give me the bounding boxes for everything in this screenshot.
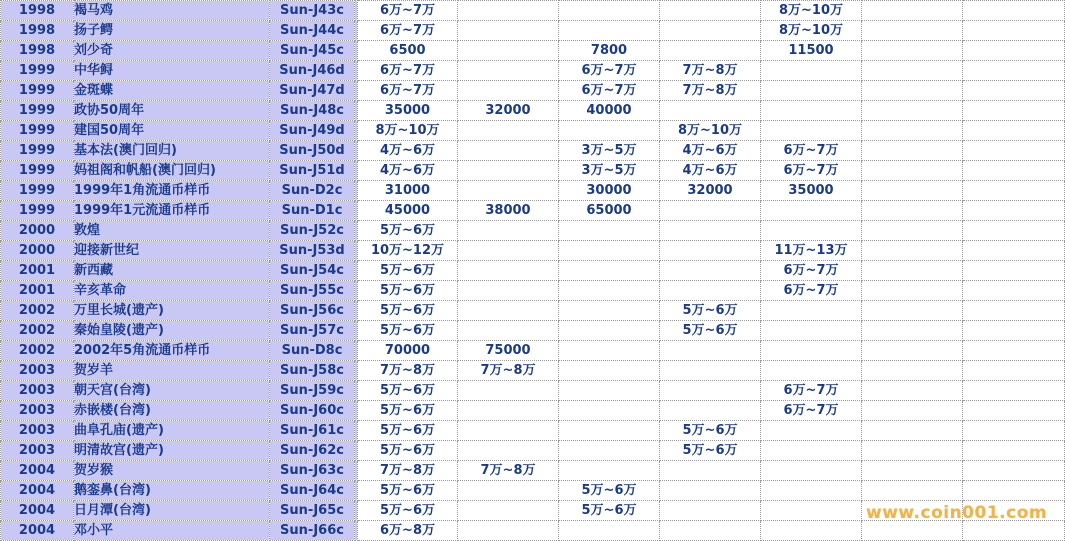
price-cell: [559, 401, 660, 421]
price-cell: [559, 361, 660, 381]
coin-name-cell: 1999年1角流通币样币: [74, 181, 270, 201]
year-cell: 2001: [1, 261, 74, 281]
price-cell: [660, 341, 761, 361]
empty-cell: [862, 321, 963, 341]
coin-name-cell: 扬子鳄: [74, 21, 270, 41]
table-row: [1, 61, 1065, 81]
year-cell: 2002: [1, 341, 74, 361]
table-row: [1, 281, 1065, 301]
year-cell: 2003: [1, 401, 74, 421]
price-cell: 11万~13万: [761, 241, 862, 261]
empty-cell: [963, 321, 1065, 341]
coin-name-cell: 迎接新世纪: [74, 241, 270, 261]
price-cell: 7万~8万: [358, 361, 458, 381]
empty-cell: [862, 401, 963, 421]
table-row: [1, 201, 1065, 221]
price-cell: 70000: [358, 341, 458, 361]
price-cell: 8万~10万: [761, 21, 862, 41]
year-cell: 2003: [1, 421, 74, 441]
table-row: [1, 21, 1065, 41]
year-cell: 1999: [1, 141, 74, 161]
year-cell: 1998: [1, 1, 74, 21]
empty-cell: [963, 241, 1065, 261]
price-cell: 3万~5万: [559, 141, 660, 161]
empty-cell: [862, 361, 963, 381]
price-cell: [761, 361, 862, 381]
price-cell: [458, 481, 559, 501]
empty-cell: [862, 121, 963, 141]
year-cell: 2002: [1, 301, 74, 321]
price-cell: [660, 1, 761, 21]
coin-name-cell: 刘少奇: [74, 41, 270, 61]
empty-cell: [963, 21, 1065, 41]
year-cell: 1999: [1, 181, 74, 201]
table-row: [1, 481, 1065, 501]
price-cell: [761, 501, 862, 521]
price-cell: 5万~6万: [660, 441, 761, 461]
price-cell: [458, 501, 559, 521]
coin-name-cell: 2002年5角流通币样币: [74, 341, 270, 361]
price-cell: [458, 181, 559, 201]
price-cell: 8万~10万: [660, 121, 761, 141]
year-cell: 2002: [1, 321, 74, 341]
coin-name-cell: 万里长城(遗产): [74, 301, 270, 321]
catalog-code-cell: Sun-J53d: [270, 241, 355, 261]
price-cell: 75000: [458, 341, 559, 361]
empty-cell: [862, 41, 963, 61]
empty-cell: [862, 241, 963, 261]
price-cell: [458, 41, 559, 61]
price-cell: [660, 101, 761, 121]
empty-cell: [862, 101, 963, 121]
price-cell: [761, 301, 862, 321]
price-cell: [458, 381, 559, 401]
catalog-code-cell: Sun-J57c: [270, 321, 355, 341]
price-cell: [559, 261, 660, 281]
empty-cell: [862, 301, 963, 321]
empty-cell: [963, 441, 1065, 461]
price-cell: 7万~8万: [458, 361, 559, 381]
price-cell: [761, 61, 862, 81]
empty-cell: [963, 201, 1065, 221]
price-cell: 11500: [761, 41, 862, 61]
price-cell: [559, 441, 660, 461]
price-cell: [660, 41, 761, 61]
empty-cell: [963, 521, 1065, 541]
catalog-code-cell: Sun-D8c: [270, 341, 355, 361]
price-cell: [458, 21, 559, 41]
catalog-code-cell: Sun-J61c: [270, 421, 355, 441]
price-cell: [458, 521, 559, 541]
catalog-code-cell: Sun-J52c: [270, 221, 355, 241]
price-cell: 7万~8万: [458, 461, 559, 481]
site-watermark: www.coin001.com: [866, 503, 1048, 523]
coin-name-cell: 日月潭(台湾): [74, 501, 270, 521]
empty-cell: [862, 461, 963, 481]
catalog-code-cell: Sun-J43c: [270, 1, 355, 21]
price-cell: [660, 461, 761, 481]
price-cell: 8万~10万: [358, 121, 458, 141]
catalog-code-cell: Sun-J54c: [270, 261, 355, 281]
table-row: [1, 101, 1065, 121]
table-row: [1, 461, 1065, 481]
price-cell: 6万~7万: [358, 21, 458, 41]
coin-name-cell: 明清故宫(遗产): [74, 441, 270, 461]
price-cell: 5万~6万: [358, 481, 458, 501]
price-cell: 4万~6万: [660, 141, 761, 161]
price-cell: 31000: [358, 181, 458, 201]
table-row: [1, 81, 1065, 101]
empty-cell: [963, 401, 1065, 421]
price-cell: 4万~6万: [358, 141, 458, 161]
coin-name-cell: 建国50周年: [74, 121, 270, 141]
empty-cell: [963, 341, 1065, 361]
price-cell: [458, 161, 559, 181]
empty-cell: [963, 1, 1065, 21]
price-cell: 6万~7万: [358, 61, 458, 81]
price-cell: [458, 261, 559, 281]
price-cell: [458, 241, 559, 261]
catalog-code-cell: Sun-J60c: [270, 401, 355, 421]
empty-cell: [862, 81, 963, 101]
table-row: [1, 521, 1065, 541]
year-cell: 2001: [1, 281, 74, 301]
price-cell: 5万~6万: [559, 501, 660, 521]
price-table-body: [1, 1, 1065, 541]
price-cell: [458, 421, 559, 441]
coin-name-cell: 曲阜孔庙(遗产): [74, 421, 270, 441]
price-cell: [559, 301, 660, 321]
table-row: [1, 181, 1065, 201]
coin-name-cell: 中华鲟: [74, 61, 270, 81]
empty-cell: [963, 281, 1065, 301]
price-cell: 5万~6万: [358, 261, 458, 281]
price-cell: 45000: [358, 201, 458, 221]
catalog-code-cell: Sun-J50d: [270, 141, 355, 161]
coin-name-cell: 基本法(澳门回归): [74, 141, 270, 161]
table-row: [1, 161, 1065, 181]
price-cell: [559, 121, 660, 141]
table-row: [1, 141, 1065, 161]
empty-cell: [862, 281, 963, 301]
price-cell: 5万~6万: [358, 421, 458, 441]
price-cell: [458, 1, 559, 21]
year-cell: 2003: [1, 381, 74, 401]
price-cell: 7万~8万: [358, 461, 458, 481]
coin-name-cell: 贺岁猴: [74, 461, 270, 481]
year-cell: 2004: [1, 521, 74, 541]
price-cell: [761, 81, 862, 101]
price-cell: 6万~7万: [559, 81, 660, 101]
year-cell: 1998: [1, 41, 74, 61]
price-cell: 40000: [559, 101, 660, 121]
coin-name-cell: 邓小平: [74, 521, 270, 541]
price-cell: 35000: [761, 181, 862, 201]
price-cell: [761, 121, 862, 141]
coin-name-cell: 金斑蝶: [74, 81, 270, 101]
year-cell: 2000: [1, 221, 74, 241]
price-cell: 5万~6万: [660, 421, 761, 441]
price-cell: 5万~6万: [660, 301, 761, 321]
empty-cell: [963, 61, 1065, 81]
year-cell: 1998: [1, 21, 74, 41]
table-row: [1, 341, 1065, 361]
catalog-code-cell: Sun-J49d: [270, 121, 355, 141]
coin-name-cell: 政协50周年: [74, 101, 270, 121]
empty-cell: [963, 461, 1065, 481]
price-cell: 6万~7万: [358, 81, 458, 101]
price-cell: 32000: [458, 101, 559, 121]
catalog-code-cell: Sun-J55c: [270, 281, 355, 301]
price-cell: [458, 301, 559, 321]
price-cell: [559, 521, 660, 541]
price-cell: [660, 221, 761, 241]
coin-name-cell: 赤嵌楼(台湾): [74, 401, 270, 421]
price-cell: [660, 481, 761, 501]
table-row: [1, 41, 1065, 61]
empty-cell: [862, 221, 963, 241]
price-cell: [559, 21, 660, 41]
price-cell: [660, 401, 761, 421]
price-cell: 4万~6万: [358, 161, 458, 181]
price-cell: [761, 461, 862, 481]
price-cell: [660, 501, 761, 521]
table-row: [1, 301, 1065, 321]
table-row: [1, 421, 1065, 441]
price-cell: 5万~6万: [358, 221, 458, 241]
price-cell: 5万~6万: [559, 481, 660, 501]
empty-cell: [862, 521, 963, 541]
price-cell: 6万~7万: [761, 261, 862, 281]
coin-name-cell: 秦始皇陵(遗产): [74, 321, 270, 341]
year-cell: 2004: [1, 461, 74, 481]
price-cell: 38000: [458, 201, 559, 221]
empty-cell: [862, 201, 963, 221]
price-cell: [761, 521, 862, 541]
year-cell: 2000: [1, 241, 74, 261]
year-cell: 1999: [1, 101, 74, 121]
price-cell: 35000: [358, 101, 458, 121]
catalog-code-cell: Sun-J51d: [270, 161, 355, 181]
price-cell: [660, 381, 761, 401]
price-cell: [761, 441, 862, 461]
price-cell: [761, 221, 862, 241]
empty-cell: [862, 61, 963, 81]
price-cell: [458, 441, 559, 461]
price-cell: [559, 341, 660, 361]
price-cell: 65000: [559, 201, 660, 221]
price-cell: [660, 21, 761, 41]
price-cell: 7万~8万: [660, 81, 761, 101]
table-row: [1, 381, 1065, 401]
price-cell: 7万~8万: [660, 61, 761, 81]
empty-cell: [963, 41, 1065, 61]
empty-cell: [963, 261, 1065, 281]
table-row: [1, 261, 1065, 281]
empty-cell: [862, 341, 963, 361]
price-cell: [660, 521, 761, 541]
empty-cell: [963, 121, 1065, 141]
price-cell: [458, 81, 559, 101]
table-row: [1, 121, 1065, 141]
price-cell: 6500: [358, 41, 458, 61]
empty-cell: [862, 21, 963, 41]
coin-name-cell: 褐马鸡: [74, 1, 270, 21]
price-cell: [458, 121, 559, 141]
price-cell: [458, 401, 559, 421]
price-cell: 5万~6万: [358, 441, 458, 461]
coin-name-cell: 朝天宫(台湾): [74, 381, 270, 401]
catalog-code-cell: Sun-J56c: [270, 301, 355, 321]
empty-cell: [963, 101, 1065, 121]
price-cell: 6万~7万: [559, 61, 660, 81]
empty-cell: [963, 361, 1065, 381]
price-cell: [559, 221, 660, 241]
year-cell: 1999: [1, 161, 74, 181]
price-cell: [559, 241, 660, 261]
price-cell: 4万~6万: [660, 161, 761, 181]
empty-cell: [862, 141, 963, 161]
catalog-code-cell: Sun-J58c: [270, 361, 355, 381]
price-cell: [458, 321, 559, 341]
table-row: [1, 361, 1065, 381]
price-cell: 5万~6万: [660, 321, 761, 341]
price-cell: 5万~6万: [358, 301, 458, 321]
catalog-code-cell: Sun-D1c: [270, 201, 355, 221]
year-cell: 2003: [1, 441, 74, 461]
empty-cell: [862, 421, 963, 441]
price-cell: [761, 101, 862, 121]
empty-cell: [862, 161, 963, 181]
price-cell: 5万~6万: [358, 381, 458, 401]
coin-name-cell: 新西藏: [74, 261, 270, 281]
price-cell: 5万~6万: [358, 321, 458, 341]
price-cell: 32000: [660, 181, 761, 201]
catalog-code-cell: Sun-J62c: [270, 441, 355, 461]
price-cell: [660, 361, 761, 381]
catalog-code-cell: Sun-D2c: [270, 181, 355, 201]
year-cell: 1999: [1, 81, 74, 101]
price-cell: [761, 481, 862, 501]
table-row: [1, 441, 1065, 461]
coin-name-cell: 1999年1元流通币样币: [74, 201, 270, 221]
empty-cell: [963, 221, 1065, 241]
empty-cell: [862, 481, 963, 501]
coin-name-cell: 贺岁羊: [74, 361, 270, 381]
price-cell: [559, 381, 660, 401]
price-cell: 5万~6万: [358, 401, 458, 421]
coin-name-cell: 辛亥革命: [74, 281, 270, 301]
price-cell: [761, 201, 862, 221]
empty-cell: [862, 441, 963, 461]
table-row: [1, 321, 1065, 341]
price-cell: 3万~5万: [559, 161, 660, 181]
price-cell: [559, 421, 660, 441]
catalog-code-cell: Sun-J44c: [270, 21, 355, 41]
price-cell: 8万~10万: [761, 1, 862, 21]
empty-cell: [862, 261, 963, 281]
catalog-code-cell: Sun-J59c: [270, 381, 355, 401]
coin-name-cell: 鹅銮鼻(台湾): [74, 481, 270, 501]
year-cell: 2003: [1, 361, 74, 381]
coin-name-cell: 妈祖阁和帆船(澳门回归): [74, 161, 270, 181]
price-cell: 6万~7万: [761, 141, 862, 161]
price-cell: 7800: [559, 41, 660, 61]
catalog-code-cell: Sun-J47d: [270, 81, 355, 101]
price-cell: [458, 281, 559, 301]
price-cell: [660, 241, 761, 261]
empty-cell: [963, 81, 1065, 101]
empty-cell: [963, 161, 1065, 181]
catalog-code-cell: Sun-J45c: [270, 41, 355, 61]
empty-cell: [862, 1, 963, 21]
coin-name-cell: 敦煌: [74, 221, 270, 241]
price-cell: 6万~8万: [358, 521, 458, 541]
empty-cell: [963, 381, 1065, 401]
price-cell: [761, 421, 862, 441]
price-cell: [559, 321, 660, 341]
price-cell: [559, 1, 660, 21]
empty-cell: [963, 301, 1065, 321]
table-row: [1, 401, 1065, 421]
price-cell: [761, 341, 862, 361]
table-row: [1, 221, 1065, 241]
price-cell: [761, 321, 862, 341]
price-cell: [559, 461, 660, 481]
price-cell: [458, 141, 559, 161]
empty-cell: [963, 421, 1065, 441]
catalog-code-cell: Sun-J65c: [270, 501, 355, 521]
empty-cell: [963, 181, 1065, 201]
price-cell: [660, 201, 761, 221]
table-row: [1, 1, 1065, 21]
price-cell: 5万~6万: [358, 281, 458, 301]
year-cell: 1999: [1, 201, 74, 221]
year-cell: 1999: [1, 121, 74, 141]
price-cell: 6万~7万: [761, 381, 862, 401]
table-row: [1, 241, 1065, 261]
price-cell: 10万~12万: [358, 241, 458, 261]
catalog-code-cell: Sun-J48c: [270, 101, 355, 121]
empty-cell: [963, 481, 1065, 501]
price-cell: 5万~6万: [358, 501, 458, 521]
price-cell: [458, 61, 559, 81]
catalog-code-cell: Sun-J66c: [270, 521, 355, 541]
empty-cell: [862, 181, 963, 201]
price-cell: [559, 281, 660, 301]
catalog-code-cell: Sun-J63c: [270, 461, 355, 481]
empty-cell: [862, 381, 963, 401]
year-cell: 1999: [1, 61, 74, 81]
price-cell: 6万~7万: [761, 281, 862, 301]
year-cell: 2004: [1, 481, 74, 501]
price-cell: [660, 281, 761, 301]
price-cell: 6万~7万: [358, 1, 458, 21]
price-cell: 6万~7万: [761, 161, 862, 181]
catalog-code-cell: Sun-J46d: [270, 61, 355, 81]
empty-cell: [963, 141, 1065, 161]
price-cell: 30000: [559, 181, 660, 201]
price-cell: 6万~7万: [761, 401, 862, 421]
price-cell: [458, 221, 559, 241]
price-cell: [660, 261, 761, 281]
year-cell: 2004: [1, 501, 74, 521]
catalog-code-cell: Sun-J64c: [270, 481, 355, 501]
